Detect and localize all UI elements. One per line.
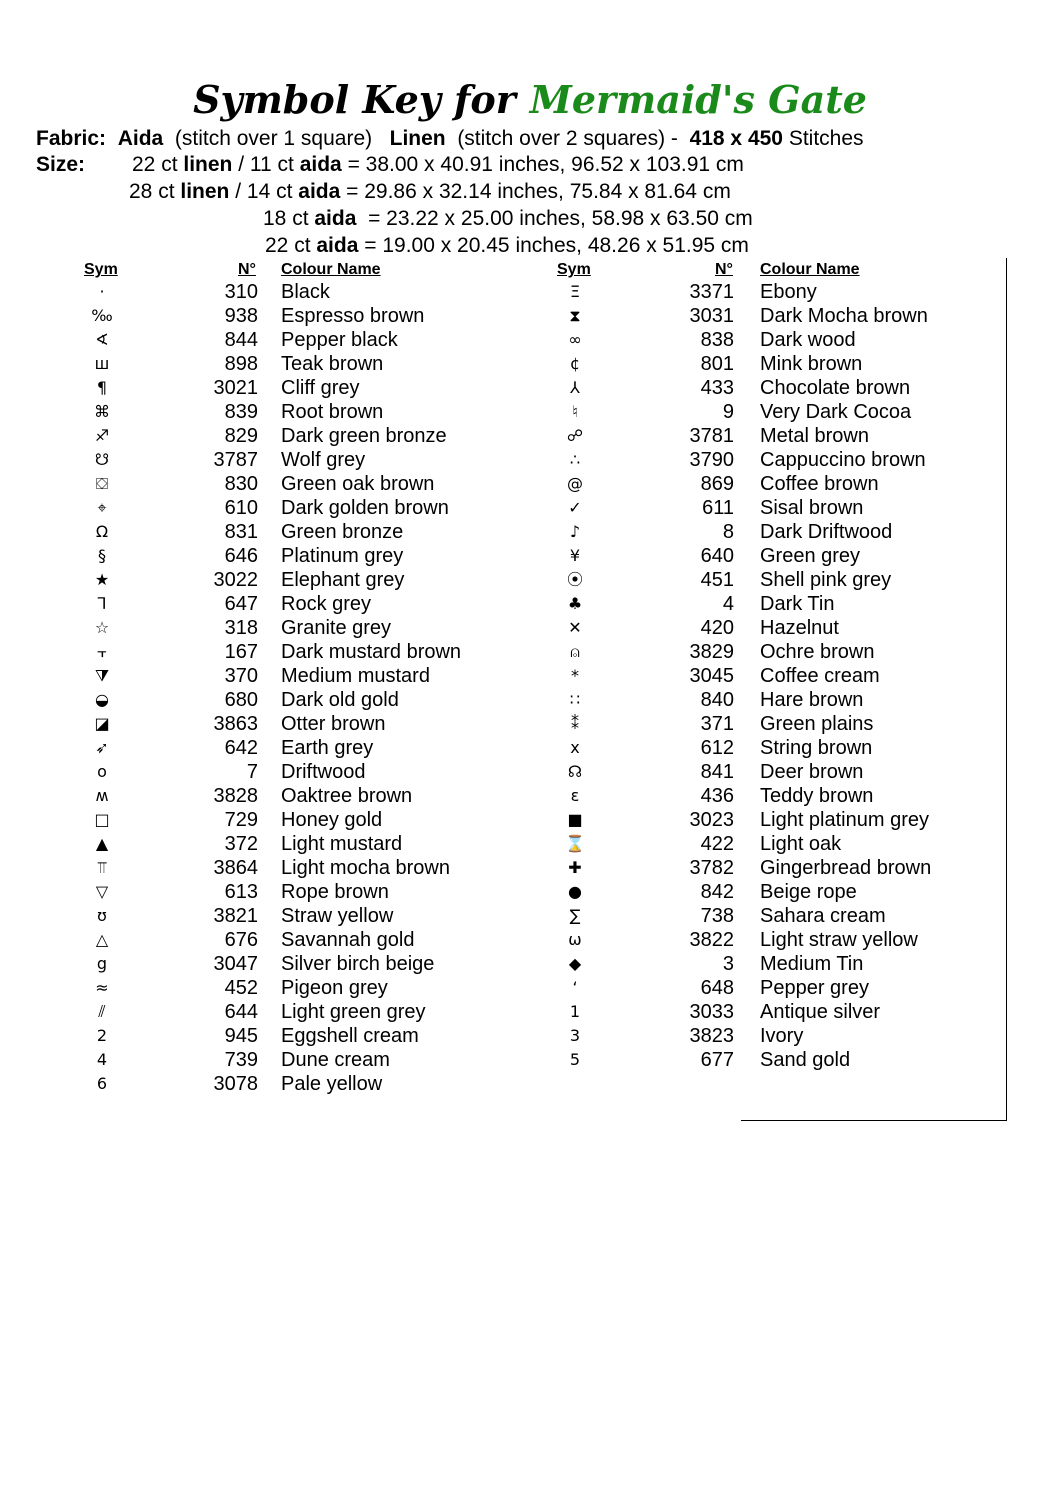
colour-name: Dark Tin — [760, 593, 835, 615]
floss-number: 612 — [700, 737, 734, 759]
symbol-glyph-icon: ¶ — [96, 378, 108, 397]
fabric-linen: Linen — [389, 127, 446, 150]
colour-name: Rock grey — [281, 593, 372, 615]
symbol-glyph-icon: ∢ — [95, 330, 109, 349]
size-1-pre: 22 ct — [132, 153, 184, 176]
colour-name: Honey gold — [281, 809, 383, 831]
symbol-glyph-icon: ☊ — [567, 762, 583, 781]
floss-number: 7 — [246, 761, 258, 783]
floss-number: 642 — [224, 737, 258, 759]
symbol-glyph-icon: ⫪ — [97, 858, 107, 877]
floss-number: 3864 — [213, 857, 258, 879]
floss-number: 831 — [224, 521, 258, 543]
size-1-mid: / 11 ct — [232, 153, 300, 176]
size-1-fabric-b: aida — [299, 153, 342, 176]
floss-number: 648 — [700, 977, 734, 999]
colour-name: Dune cream — [281, 1049, 390, 1071]
symbol-glyph-icon: 5 — [569, 1050, 581, 1069]
symbol-glyph-icon: ∞ — [568, 330, 582, 349]
floss-number: 8 — [722, 521, 734, 543]
floss-number: 3033 — [689, 1001, 734, 1023]
symbol-glyph-icon: ⌘ — [94, 402, 110, 421]
floss-number: 644 — [224, 1001, 258, 1023]
colour-name: Coffee cream — [760, 665, 880, 687]
fabric-line — [36, 126, 864, 152]
floss-number: 680 — [224, 689, 258, 711]
colour-name: Metal brown — [760, 425, 869, 447]
colour-name: Cappuccino brown — [760, 449, 926, 471]
floss-number: 3031 — [689, 305, 734, 327]
floss-number: 3022 — [213, 569, 258, 591]
floss-number: 839 — [224, 401, 258, 423]
symbol-glyph-icon: 6 — [96, 1074, 108, 1093]
floss-number: 3829 — [689, 641, 734, 663]
size-2-mid: / 14 ct — [229, 180, 299, 203]
colour-name: Dark golden brown — [281, 497, 449, 519]
symbol-glyph-icon: ɛ — [570, 786, 580, 805]
colour-name: Granite grey — [281, 617, 392, 639]
size-2-fabric-a: linen — [180, 180, 230, 203]
colour-name: Rope brown — [281, 881, 389, 903]
colour-name: Sand gold — [760, 1049, 851, 1071]
right-header-sym: Sym — [557, 261, 591, 278]
symbol-glyph-icon: ♣ — [567, 594, 583, 613]
size-4-fabric: aida — [316, 234, 359, 257]
colour-name: String brown — [760, 737, 873, 759]
colour-name: Coffee brown — [760, 473, 879, 495]
floss-number: 3781 — [689, 425, 734, 447]
symbol-glyph-icon: ☋ — [94, 450, 110, 469]
colour-name: Pigeon grey — [281, 977, 388, 999]
floss-number: 3782 — [689, 857, 734, 879]
symbol-glyph-icon: 1 — [569, 1002, 581, 1021]
floss-number: 869 — [700, 473, 734, 495]
floss-number: 420 — [700, 617, 734, 639]
symbol-glyph-icon: ω — [568, 930, 582, 949]
floss-number: 371 — [700, 713, 734, 735]
colour-name: Dark Driftwood — [760, 521, 893, 543]
colour-name: Pepper grey — [760, 977, 869, 999]
symbol-glyph-icon: ☍ — [566, 426, 584, 445]
symbol-glyph-icon: 4 — [96, 1050, 108, 1069]
colour-name: Very Dark Cocoa — [760, 401, 912, 423]
floss-number: 372 — [224, 833, 258, 855]
floss-number: 310 — [224, 281, 258, 303]
symbol-glyph-icon: ▽ — [95, 882, 109, 901]
size-3-dims: = 23.22 x 25.00 inches, 58.98 x 63.50 cm — [356, 207, 753, 230]
floss-number: 646 — [224, 545, 258, 567]
symbol-glyph-icon: ● — [568, 882, 582, 901]
size-label: Size: — [36, 153, 86, 176]
floss-number: 3021 — [213, 377, 258, 399]
symbol-glyph-icon: ▲ — [95, 834, 109, 853]
symbol-glyph-icon: ≈ — [95, 978, 109, 997]
colour-name: Pale yellow — [281, 1073, 383, 1095]
symbol-glyph-icon: ◪ — [94, 714, 110, 733]
floss-number: 3023 — [689, 809, 734, 831]
right-header-name: Colour Name — [760, 261, 860, 278]
colour-name: Antique silver — [760, 1001, 881, 1023]
colour-name: Pepper black — [281, 329, 398, 351]
colour-name: Medium mustard — [281, 665, 430, 687]
floss-number: 938 — [224, 305, 258, 327]
symbol-glyph-icon: ⫟ — [97, 642, 107, 661]
colour-name: Platinum grey — [281, 545, 404, 567]
colour-name: Otter brown — [281, 713, 386, 735]
size-4-pre: 22 ct — [265, 234, 317, 257]
floss-number: 3821 — [213, 905, 258, 927]
symbol-glyph-icon: * — [571, 666, 579, 685]
colour-name: Deer brown — [760, 761, 864, 783]
colour-name: Light green grey — [281, 1001, 426, 1023]
colour-name: Silver birch beige — [281, 953, 435, 975]
floss-number: 3822 — [689, 929, 734, 951]
colour-name: Light mocha brown — [281, 857, 450, 879]
symbol-glyph-icon: ⌖ — [97, 498, 107, 517]
colour-name: Light straw yellow — [760, 929, 918, 951]
colour-name: Dark old gold — [281, 689, 399, 711]
symbol-glyph-icon: ⫽ — [98, 1002, 106, 1021]
fabric-linen-note: (stitch over 2 squares) - — [457, 127, 678, 150]
colour-name: Dark green bronze — [281, 425, 447, 447]
colour-name: Dark mustard brown — [281, 641, 462, 663]
floss-number: 167 — [224, 641, 258, 663]
floss-number: 3863 — [213, 713, 258, 735]
floss-number: 610 — [224, 497, 258, 519]
size-1-dims: = 38.00 x 40.91 inches, 96.52 x 103.91 cm — [341, 153, 744, 176]
colour-name: Eggshell cream — [281, 1025, 419, 1047]
symbol-glyph-icon: ★ — [94, 570, 110, 589]
floss-number: 452 — [224, 977, 258, 999]
floss-number: 677 — [700, 1049, 734, 1071]
symbol-glyph-icon: ʊ — [97, 906, 107, 925]
floss-number: 729 — [224, 809, 258, 831]
colour-name: Hazelnut — [760, 617, 839, 639]
colour-name: Elephant grey — [281, 569, 405, 591]
symbol-glyph-icon: ‰ — [91, 306, 113, 325]
floss-number: 840 — [700, 689, 734, 711]
colour-name: Mink brown — [760, 353, 863, 375]
colour-name: Savannah gold — [281, 929, 415, 951]
colour-name: Teddy brown — [760, 785, 874, 807]
symbol-glyph-icon: ♮ — [572, 402, 578, 421]
symbol-glyph-icon: g — [96, 954, 108, 973]
colour-name: Ebony — [760, 281, 817, 303]
symbol-glyph-icon: @ — [567, 474, 583, 493]
size-label-line — [36, 152, 85, 178]
size-1-fabric-a: linen — [183, 153, 233, 176]
floss-number: 318 — [224, 617, 258, 639]
symbol-glyph-icon: ⅄ — [570, 378, 580, 397]
colour-name: Teak brown — [281, 353, 384, 375]
colour-name: Light mustard — [281, 833, 403, 855]
colour-name: Dark wood — [760, 329, 856, 351]
floss-number: 613 — [224, 881, 258, 903]
symbol-glyph-icon: ⅂ — [97, 594, 107, 613]
left-header-sym: Sym — [84, 261, 118, 278]
floss-number: 898 — [224, 353, 258, 375]
symbol-glyph-icon: ∷ — [569, 690, 581, 709]
size-3-pre: 18 ct — [263, 207, 315, 230]
symbol-glyph-icon: ⁑ — [571, 714, 579, 733]
colour-name: Green bronze — [281, 521, 404, 543]
floss-number: 3828 — [213, 785, 258, 807]
floss-number: 838 — [700, 329, 734, 351]
floss-number: 370 — [224, 665, 258, 687]
colour-name: Hare brown — [760, 689, 864, 711]
colour-name: Light oak — [760, 833, 842, 855]
colour-name: Earth grey — [281, 737, 374, 759]
colour-name: Straw yellow — [281, 905, 394, 927]
floss-number: 801 — [700, 353, 734, 375]
size-line-2 — [129, 179, 731, 205]
symbol-glyph-icon: 2 — [96, 1026, 108, 1045]
floss-number: 3787 — [213, 449, 258, 471]
colour-name: Wolf grey — [281, 449, 366, 471]
colour-name: Medium Tin — [760, 953, 864, 975]
colour-name: Shell pink grey — [760, 569, 892, 591]
floss-number: 451 — [700, 569, 734, 591]
floss-number: 841 — [700, 761, 734, 783]
symbol-glyph-icon: ◆ — [568, 954, 582, 973]
floss-number: 830 — [224, 473, 258, 495]
floss-number: 3371 — [689, 281, 734, 303]
colour-name: Beige rope — [760, 881, 857, 903]
symbol-glyph-icon: § — [98, 546, 106, 565]
symbol-glyph-icon: ⍝ — [570, 642, 580, 661]
floss-number: 433 — [700, 377, 734, 399]
colour-name: Green plains — [760, 713, 874, 735]
colour-name: Sahara cream — [760, 905, 886, 927]
symbol-glyph-icon: o — [97, 762, 107, 781]
floss-number: 611 — [702, 497, 734, 519]
symbol-glyph-icon: ‘ — [572, 978, 578, 997]
title-prefix: Symbol Key for — [193, 77, 516, 122]
stitch-count: 418 x 450 — [689, 127, 783, 150]
symbol-glyph-icon: □ — [94, 810, 110, 829]
symbol-glyph-icon: ⛋ — [95, 474, 109, 493]
floss-number: 676 — [224, 929, 258, 951]
symbol-glyph-icon: ⌛ — [565, 834, 585, 853]
symbol-glyph-icon: Ξ — [569, 282, 581, 301]
symbol-glyph-icon: x — [570, 738, 580, 757]
symbol-glyph-icon: ¢ — [569, 354, 581, 373]
symbol-glyph-icon: ʍ — [95, 786, 109, 805]
size-3-fabric: aida — [314, 207, 357, 230]
size-line-4 — [265, 233, 749, 259]
floss-number: 844 — [224, 329, 258, 351]
fabric-label: Fabric: — [36, 127, 107, 150]
symbol-glyph-icon: ¥ — [569, 546, 581, 565]
stitches-word: Stitches — [788, 127, 864, 150]
page-title — [0, 74, 1060, 126]
left-header-name: Colour Name — [281, 261, 381, 278]
colour-name: Espresso brown — [281, 305, 425, 327]
symbol-glyph-icon: ∴ — [569, 450, 581, 469]
colour-name: Black — [281, 281, 330, 303]
size-2-dims: = 29.86 x 32.14 inches, 75.84 x 81.64 cm — [340, 180, 731, 203]
fabric-aida-note: (stitch over 1 square) — [174, 127, 373, 150]
symbol-glyph-icon: ◒ — [95, 690, 109, 709]
symbol-glyph-icon: △ — [95, 930, 109, 949]
floss-number: 3047 — [213, 953, 258, 975]
left-header-num: N° — [238, 261, 256, 278]
floss-number: 3 — [722, 953, 734, 975]
colour-name: Chocolate brown — [760, 377, 911, 399]
colour-name: Ochre brown — [760, 641, 875, 663]
symbol-glyph-icon: ✚ — [568, 858, 582, 877]
symbol-glyph-icon: ☆ — [94, 618, 110, 637]
size-line-1 — [132, 152, 744, 178]
symbol-glyph-icon: ⧗ — [569, 306, 581, 325]
floss-number: 640 — [700, 545, 734, 567]
floss-number: 4 — [722, 593, 734, 615]
symbol-glyph-icon: ♪ — [569, 522, 581, 541]
colour-name: Sisal brown — [760, 497, 864, 519]
symbol-glyph-icon: ∑ — [569, 906, 581, 925]
colour-name: Light platinum grey — [760, 809, 929, 831]
colour-name: Green oak brown — [281, 473, 435, 495]
floss-number: 3045 — [689, 665, 734, 687]
symbol-glyph-icon: Ω — [95, 522, 109, 541]
colour-name: Green grey — [760, 545, 861, 567]
symbol-glyph-icon: ⦿ — [566, 570, 583, 589]
colour-name: Oaktree brown — [281, 785, 413, 807]
symbol-glyph-icon: ➶ — [95, 738, 109, 757]
table-right-border — [1006, 258, 1007, 1120]
colour-name: Cliff grey — [281, 377, 360, 399]
size-2-fabric-b: aida — [298, 180, 341, 203]
size-4-dims: = 19.00 x 20.45 inches, 48.26 x 51.95 cm — [358, 234, 749, 257]
floss-number: 3823 — [689, 1025, 734, 1047]
floss-number: 829 — [224, 425, 258, 447]
colour-name: Driftwood — [281, 761, 366, 783]
symbol-glyph-icon: 3 — [569, 1026, 581, 1045]
symbol-glyph-icon: ♐ — [94, 426, 110, 445]
colour-name: Root brown — [281, 401, 384, 423]
symbol-glyph-icon: ✓ — [568, 498, 582, 517]
floss-number: 842 — [700, 881, 734, 903]
floss-number: 3078 — [213, 1073, 258, 1095]
floss-number: 436 — [700, 785, 734, 807]
fabric-aida: Aida — [117, 127, 164, 150]
size-2-pre: 28 ct — [129, 180, 181, 203]
colour-name: Gingerbread brown — [760, 857, 932, 879]
pattern-name: Mermaid's Gate — [529, 77, 867, 122]
floss-number: 945 — [224, 1025, 258, 1047]
symbol-glyph-icon: ■ — [567, 810, 583, 829]
size-line-3 — [263, 206, 753, 232]
floss-number: 738 — [700, 905, 734, 927]
colour-name: Dark Mocha brown — [760, 305, 928, 327]
floss-number: 3790 — [689, 449, 734, 471]
floss-number: 422 — [700, 833, 734, 855]
symbol-glyph-icon: · — [99, 282, 105, 301]
symbol-glyph-icon: ш — [94, 354, 110, 373]
floss-number: 647 — [224, 593, 258, 615]
symbol-glyph-icon: ✕ — [568, 618, 582, 637]
right-header-num: N° — [715, 261, 733, 278]
symbol-glyph-icon: ⧩ — [94, 666, 110, 685]
floss-number: 739 — [224, 1049, 258, 1071]
table-bottom-border — [741, 1120, 1007, 1121]
floss-number: 9 — [722, 401, 734, 423]
colour-name: Ivory — [760, 1025, 804, 1047]
